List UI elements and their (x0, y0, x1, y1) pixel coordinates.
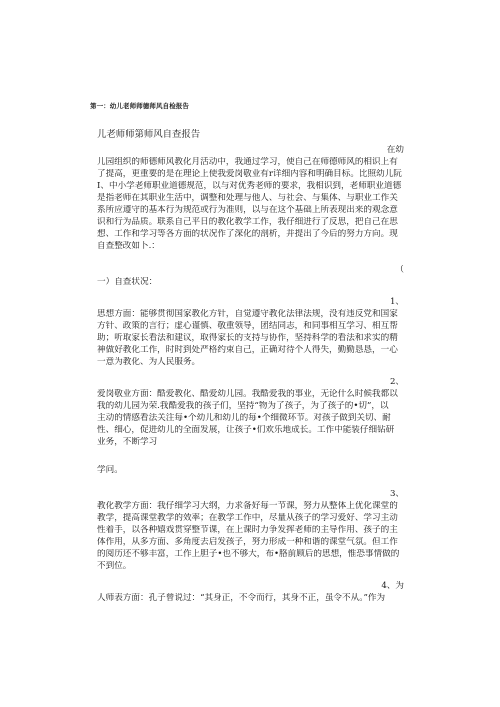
text-line: 教化教学方面：我仔细学习大纲，力求备好每一节课，努力从整体上优化课堂的 (97, 501, 398, 511)
text-line: 主动的情感看法关注每•个幼儿和幼儿的每•个细微环节。对孩子做到关切、耐 (97, 413, 391, 423)
text-line: 业务，不断学习 (97, 437, 158, 447)
text-line: 了提高，更重要的是在理论上使我爱岗敬业有r详细内容和明确目标。比照幼儿阮 (97, 169, 402, 179)
text-line: 学问。 (97, 465, 123, 475)
text-line: 识和行为品质。联系自己平日的教化教学工作，我仔细进行了反思，把自己在思 (97, 217, 398, 227)
text-line: 体作用，从多方面、多角度去启发孩子，努力形成一种和谐的课堂气氛。但工作 (97, 537, 398, 547)
text-line: 爱岗敬业方面：酷爱教化、酷爱幼儿园。我酷爱我的事业，无论什么时候我都以 (97, 389, 398, 399)
text-line: 想、工作和学习等各方面的状况作了深化的剖析，并提出了今后的努力方向。现 (97, 229, 398, 239)
text-line: 性、细心，促进幼儿的全面发展，让孩子•们欢乐地成长。工作中能装仔细钻研 (97, 425, 395, 435)
document-title: 儿老师师第师风自查报告 (97, 129, 201, 140)
text-line: 方针、政策的言行；虚心谨慎、敬重领导，团结同志，和同事相互学习、相互帮 (97, 321, 398, 331)
text-line: 思想方面：能够贯彻国家教化方针，自觉遵守教化法律法规，没有违反党和国家 (97, 309, 398, 319)
text-line: 自查整改如卜.： (97, 241, 160, 251)
text-line: 3、 (389, 489, 404, 499)
text-line: 1、 (389, 297, 404, 307)
text-line: 一）自查状况： (97, 277, 158, 287)
text-line: 一意为教化、为人民服务。 (97, 357, 201, 367)
text-line: Ⅰ、中小学老师职业道德规范，以与对优秀老师的要求，我相识到，老师职业道德 (97, 181, 402, 191)
text-line: 4、为 (381, 581, 404, 591)
text-line: （ (395, 265, 404, 275)
section-heading: 第一：幼儿老师师德师风自检报告 (90, 102, 189, 110)
text-line: 是指老师在其职业生活中，调整和处理与他人、与社会、与集体、与职业工作关 (97, 193, 398, 203)
text-line: 神做好教化工作，时时到处严格约束自己，正确对待个人得失，勤勤恳恳，一心 (97, 345, 398, 355)
text-line: 在幼 (386, 145, 404, 155)
text-line: 我的幼儿园为荣.我酷爱我的孩子们，坚持“物为了孩子，为了孩子的•切”，以 (97, 401, 389, 411)
text-line: 不到位。 (97, 561, 132, 571)
text-line: 2、 (389, 377, 404, 387)
text-line: 助；听取家长看法和建议，取得家长的支持与协作，坚持科学的看法和求实的精 (97, 333, 398, 343)
text-line: 儿园组织的师德师风教化月活动中，我通过学习，使自己在师德师风的相识上有 (97, 157, 398, 167)
text-line: 人师表方面：孔子曾说过：“其身正，不令而行，其身不正，虽令不从。”作为 (97, 593, 386, 603)
text-line: 性着手，以各种嬉戏贯穿整节课，在上课时力争发挥老师的主导作用、孩子的主 (97, 525, 398, 535)
text-line: 教学，提高课堂教学的效率；在教学工作中，尽量从孩子的学习爱好、学习主动 (97, 513, 398, 523)
text-line: 的阅历还不够丰富，工作上胆子•也不够大，布•胳前顾后的思想，惟恐事情做的 (97, 549, 400, 559)
text-line: 系所应遵守的基本行为规范或行为准则，以与在这个基础上所表现出来的观念意 (97, 205, 398, 215)
